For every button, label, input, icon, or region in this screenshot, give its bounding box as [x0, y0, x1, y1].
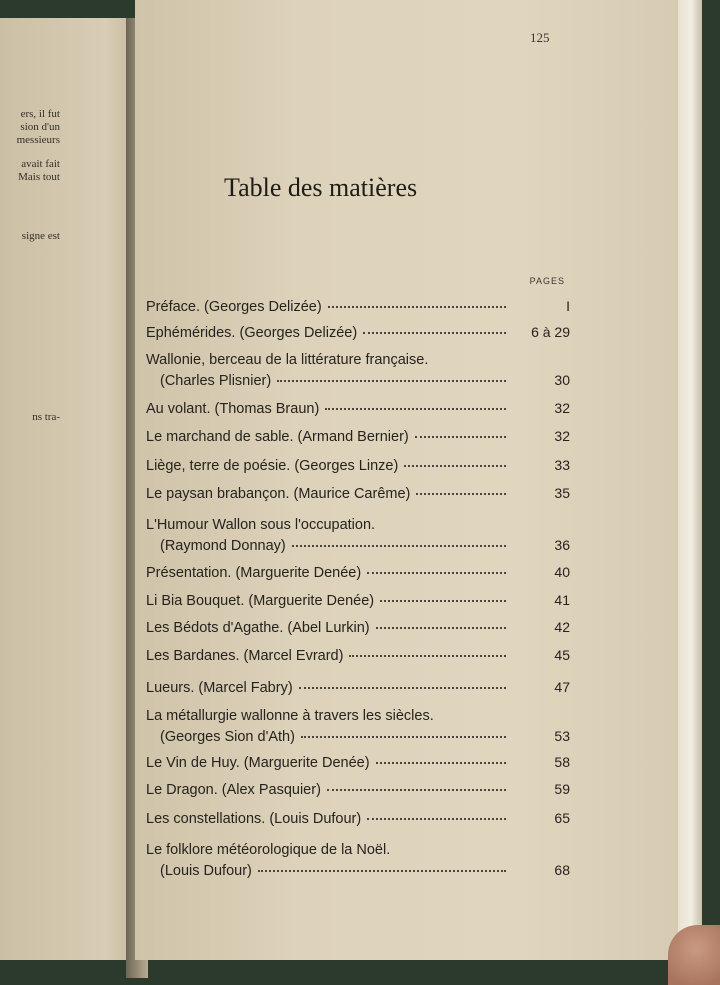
toc-entry-author: (Louis Dufour) — [160, 863, 252, 879]
dot-leader — [277, 380, 506, 382]
dot-leader — [376, 627, 506, 629]
toc-entry — [146, 677, 570, 698]
toc-entry — [146, 350, 570, 391]
toc-entry-page: 6 à 29 — [531, 324, 570, 340]
toc-entry — [146, 322, 570, 343]
dot-leader — [258, 870, 506, 872]
dot-leader — [363, 332, 506, 334]
toc-entry-page: 30 — [554, 372, 570, 388]
toc-entry-page: 40 — [554, 564, 570, 580]
dot-leader — [299, 687, 506, 689]
dot-leader — [327, 789, 506, 791]
toc-entry-page: 47 — [554, 679, 570, 695]
toc-entry — [146, 645, 570, 666]
dot-leader — [415, 436, 506, 438]
toc-entry-title: Liège, terre de poésie. (Georges Linze) — [146, 458, 399, 474]
toc-entry-title: Wallonie, berceau de la littérature française. — [146, 352, 429, 368]
toc-entry-title: Les Bardanes. (Marcel Evrard) — [146, 648, 344, 664]
left-page-text-fragment: messieurs — [16, 134, 60, 146]
dot-leader — [349, 655, 506, 657]
dot-leader — [367, 572, 506, 574]
left-page-text-fragment: sion d'un — [20, 121, 60, 133]
dot-leader — [292, 545, 506, 547]
finger — [668, 925, 720, 985]
toc-entry-page: 58 — [554, 754, 570, 770]
toc-entry — [146, 296, 570, 317]
dot-leader — [380, 600, 506, 602]
toc-entry-title: La métallurgie wallonne à travers les siècles. — [146, 708, 434, 724]
toc-entry-title: Présentation. (Marguerite Denée) — [146, 565, 362, 581]
left-page-text-fragment: avait fait — [21, 158, 60, 170]
toc-entry-title: Le marchand de sable. (Armand Bernier) — [146, 429, 409, 445]
toc-entry-title: Ephémérides. (Georges Delizée) — [146, 325, 358, 341]
toc-entry-title: Li Bia Bouquet. (Marguerite Denée) — [146, 593, 375, 609]
toc-entry-title: Le folklore météorologique de la Noël. — [146, 842, 391, 858]
dot-leader — [416, 493, 506, 495]
toc-entry-page: 32 — [554, 400, 570, 416]
toc-entry — [146, 840, 570, 881]
toc-entry-page: 68 — [554, 862, 570, 878]
toc-entry-author: (Georges Sion d'Ath) — [160, 729, 295, 745]
toc-entry-title: L'Humour Wallon sous l'occupation. — [146, 517, 376, 533]
dot-leader — [367, 818, 506, 820]
left-page-text-fragment: Mais tout — [18, 171, 60, 183]
toc-entry-author: (Raymond Donnay) — [160, 538, 286, 554]
left-page-text-fragment: signe est — [21, 230, 60, 242]
toc-entry-title: Les Bédots d'Agathe. (Abel Lurkin) — [146, 620, 370, 636]
toc-entry-page: 41 — [554, 592, 570, 608]
toc-entry-page: 32 — [554, 428, 570, 444]
toc-entry — [146, 398, 570, 419]
toc-entry — [146, 426, 570, 447]
left-page-text-fragment: ers, il fut — [20, 108, 60, 120]
toc-entry-page: 33 — [554, 457, 570, 473]
left-page-text-fragment: ns tra- — [32, 411, 60, 423]
toc-entry — [146, 808, 570, 829]
pages-column-header: PAGES — [529, 276, 565, 286]
toc-entry — [146, 590, 570, 611]
toc-entry — [146, 455, 570, 476]
toc-entry — [146, 706, 570, 747]
toc-entry-page: I — [566, 298, 570, 314]
dot-leader — [325, 408, 506, 410]
toc-entry — [146, 752, 570, 773]
toc-entry-author: (Charles Plisnier) — [160, 373, 272, 389]
dot-leader — [328, 306, 506, 308]
toc-entry-title: Le paysan brabançon. (Maurice Carême) — [146, 486, 411, 502]
toc-entry — [146, 515, 570, 556]
toc-entry-title: Lueurs. (Marcel Fabry) — [146, 680, 293, 696]
toc-entry-title: Préface. (Georges Delizée) — [146, 299, 322, 315]
toc-entry — [146, 562, 570, 583]
page-title: Table des matières — [224, 173, 418, 202]
toc-entry-page: 45 — [554, 647, 570, 663]
toc-entry-title: Les constellations. (Louis Dufour) — [146, 811, 362, 827]
toc-entry — [146, 779, 570, 800]
toc-entry — [146, 617, 570, 638]
toc-entry-title: Le Vin de Huy. (Marguerite Denée) — [146, 755, 370, 771]
toc-entry-title: Au volant. (Thomas Braun) — [146, 401, 320, 417]
page-number: 125 — [530, 30, 550, 45]
toc-entry-page: 42 — [554, 619, 570, 635]
toc-entry — [146, 483, 570, 504]
toc-entry-page: 35 — [554, 485, 570, 501]
dot-leader — [301, 736, 506, 738]
dot-leader — [376, 762, 506, 764]
toc-entry-page: 36 — [554, 537, 570, 553]
toc-entry-page: 59 — [554, 781, 570, 797]
toc-entry-page: 53 — [554, 728, 570, 744]
toc-entry-page: 65 — [554, 810, 570, 826]
dot-leader — [404, 465, 506, 467]
toc-entry-title: Le Dragon. (Alex Pasquier) — [146, 782, 321, 798]
